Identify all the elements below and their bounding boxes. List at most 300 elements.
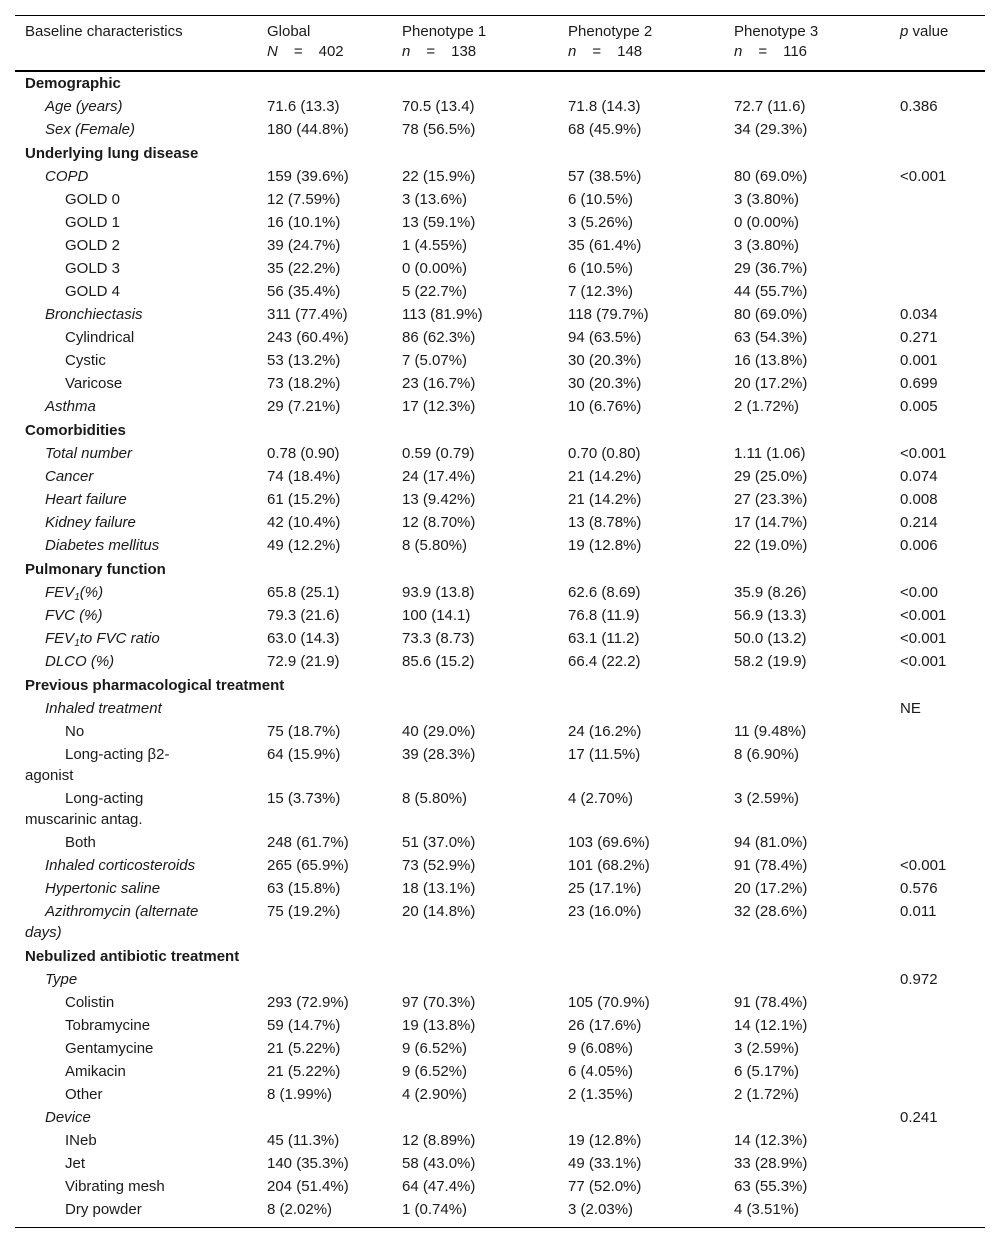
phenotype-1-cell: 73 (52.9%) — [402, 857, 476, 874]
phenotype-1-cell: 24 (17.4%) — [402, 468, 476, 485]
table-row — [15, 1107, 985, 1130]
table-row — [15, 396, 985, 419]
phenotype-2-cell: 13 (8.78%) — [568, 514, 642, 531]
phenotype-3-cell: 32 (28.6%) — [734, 903, 808, 920]
phenotype-3-cell: 17 (14.7%) — [734, 514, 808, 531]
section-underlying-lung-disease: Underlying lung disease — [25, 145, 199, 162]
phenotype-1-cell: 3 (13.6%) — [402, 191, 468, 208]
phenotype-2-cell: 23 (16.0%) — [568, 903, 642, 920]
label-cell: Dry powder — [65, 1201, 142, 1218]
global-cell: 75 (19.2%) — [267, 903, 341, 920]
table-row — [15, 628, 985, 651]
header-p-value: p value — [890, 16, 985, 72]
table-row — [15, 744, 985, 788]
label-cell: Cylindrical — [65, 329, 135, 346]
label-cell: Total number — [45, 445, 132, 462]
phenotype-1-cell: 78 (56.5%) — [402, 121, 476, 138]
p-value-cell: 0.241 — [900, 1109, 938, 1126]
phenotype-3-cell: 6 (5.17%) — [734, 1063, 800, 1080]
p-value-cell — [890, 788, 985, 832]
header-baseline: Baseline characteristics — [15, 16, 257, 72]
table-row — [15, 992, 985, 1015]
phenotype-3-cell: 80 (69.0%) — [734, 168, 808, 185]
p-value-cell: 0.214 — [900, 514, 938, 531]
p-value-cell — [890, 1176, 985, 1199]
phenotype-3-cell: 20 (17.2%) — [734, 880, 808, 897]
table-row — [15, 832, 985, 855]
header-global: Global N = 402 — [257, 16, 392, 72]
table-row — [15, 582, 985, 605]
label-cell: Both — [65, 834, 96, 851]
phenotype-3-cell: 4 (3.51%) — [734, 1201, 800, 1218]
phenotype-2-cell: 10 (6.76%) — [568, 398, 642, 415]
phenotype-1-cell: 13 (9.42%) — [402, 491, 476, 508]
global-cell: 42 (10.4%) — [267, 514, 341, 531]
p-value-cell — [890, 1199, 985, 1222]
phenotype-1-cell — [392, 1107, 558, 1130]
label-cell: GOLD 0 — [65, 191, 121, 208]
table-row — [15, 605, 985, 628]
phenotype-3-cell: 3 (3.80%) — [734, 191, 800, 208]
phenotype-2-cell: 26 (17.6%) — [568, 1017, 642, 1034]
label-cell: Hypertonic saline — [45, 880, 161, 897]
table-row — [15, 373, 985, 396]
label-cell: Inhaled treatment — [45, 700, 162, 717]
global-cell: 204 (51.4%) — [267, 1178, 349, 1195]
p-value-cell — [890, 235, 985, 258]
phenotype-3-cell — [724, 969, 890, 992]
global-cell: 49 (12.2%) — [267, 537, 341, 554]
phenotype-3-cell: 63 (55.3%) — [734, 1178, 808, 1195]
label-cell: Azithromycin (alternate days) — [25, 903, 199, 941]
phenotype-2-cell: 30 (20.3%) — [568, 352, 642, 369]
phenotype-1-cell: 93.9 (13.8) — [402, 584, 475, 601]
label-cell: FVC (%) — [45, 607, 103, 624]
table-row — [15, 327, 985, 350]
phenotype-2-cell: 62.6 (8.69) — [568, 584, 641, 601]
phenotype-2-cell: 68 (45.9%) — [568, 121, 642, 138]
global-cell — [257, 698, 392, 721]
phenotype-3-cell: 1.11 (1.06) — [734, 445, 806, 462]
phenotype-3-cell: 2 (1.72%) — [734, 398, 800, 415]
global-cell: 79.3 (21.6) — [267, 607, 340, 624]
phenotype-1-cell: 0.59 (0.79) — [402, 445, 475, 462]
table-row — [15, 304, 985, 327]
table-row — [15, 466, 985, 489]
global-cell: 248 (61.7%) — [267, 834, 349, 851]
global-cell: 12 (7.59%) — [267, 191, 341, 208]
phenotype-1-cell: 7 (5.07%) — [402, 352, 468, 369]
table-row — [15, 901, 985, 945]
label-cell: Kidney failure — [45, 514, 136, 531]
phenotype-1-cell: 64 (47.4%) — [402, 1178, 476, 1195]
phenotype-2-cell: 105 (70.9%) — [568, 994, 650, 1011]
phenotype-1-cell: 9 (6.52%) — [402, 1040, 468, 1057]
global-cell: 180 (44.8%) — [267, 121, 349, 138]
p-value-cell: 0.386 — [900, 98, 938, 115]
phenotype-1-cell: 22 (15.9%) — [402, 168, 476, 185]
section-demographic: Demographic — [25, 75, 121, 92]
table-row — [15, 1084, 985, 1107]
global-cell: 65.8 (25.1) — [267, 584, 340, 601]
global-cell: 74 (18.4%) — [267, 468, 341, 485]
phenotype-2-cell: 94 (63.5%) — [568, 329, 642, 346]
global-cell: 71.6 (13.3) — [267, 98, 340, 115]
phenotype-2-cell: 21 (14.2%) — [568, 468, 642, 485]
global-cell: 21 (5.22%) — [267, 1063, 341, 1080]
phenotype-3-cell: 29 (25.0%) — [734, 468, 808, 485]
baseline-characteristics-table — [15, 15, 985, 1222]
p-value-cell: 0.034 — [900, 306, 938, 323]
p-value-cell: 0.001 — [900, 352, 938, 369]
label-cell: Cystic — [65, 352, 106, 369]
global-cell: 39 (24.7%) — [267, 237, 341, 254]
label-cell: GOLD 2 — [65, 237, 121, 254]
table-row — [15, 969, 985, 992]
label-cell: Inhaled corticosteroids — [45, 857, 196, 874]
p-value-cell: 0.271 — [900, 329, 938, 346]
p-value-cell — [890, 119, 985, 142]
phenotype-2-cell: 2 (1.35%) — [568, 1086, 634, 1103]
table-row — [15, 855, 985, 878]
phenotype-2-cell: 30 (20.3%) — [568, 375, 642, 392]
p-value-cell: 0.008 — [900, 491, 938, 508]
p-value-cell: NE — [900, 700, 921, 717]
phenotype-2-cell: 118 (79.7%) — [568, 306, 649, 323]
label-cell: GOLD 1 — [65, 214, 121, 231]
phenotype-1-cell: 12 (8.89%) — [402, 1132, 476, 1149]
p-value-cell: 0.576 — [900, 880, 938, 897]
phenotype-2-cell: 103 (69.6%) — [568, 834, 650, 851]
table-row — [15, 119, 985, 142]
phenotype-1-cell: 0 (0.00%) — [402, 260, 468, 277]
phenotype-3-cell: 0 (0.00%) — [734, 214, 800, 231]
global-cell: 73 (18.2%) — [267, 375, 341, 392]
phenotype-2-cell: 6 (10.5%) — [568, 260, 634, 277]
label-cell: Vibrating mesh — [65, 1178, 165, 1195]
table-row — [15, 1199, 985, 1222]
header-phenotype-3: Phenotype 3 n = 116 — [724, 16, 890, 72]
p-value-cell — [890, 992, 985, 1015]
label-cell: Varicose — [65, 375, 123, 392]
phenotype-3-cell: 22 (19.0%) — [734, 537, 808, 554]
phenotype-2-cell: 3 (5.26%) — [568, 214, 634, 231]
global-cell — [257, 1107, 392, 1130]
p-value-cell: 0.005 — [900, 398, 938, 415]
phenotype-1-cell: 19 (13.8%) — [402, 1017, 476, 1034]
p-value-cell — [890, 1061, 985, 1084]
phenotype-2-cell — [558, 969, 724, 992]
p-value-cell: 0.699 — [900, 375, 938, 392]
phenotype-2-cell: 25 (17.1%) — [568, 880, 642, 897]
label-cell: Colistin — [65, 994, 115, 1011]
phenotype-1-cell: 12 (8.70%) — [402, 514, 476, 531]
section-comorbidities: Comorbidities — [25, 422, 126, 439]
global-cell: 293 (72.9%) — [267, 994, 349, 1011]
table-row — [15, 189, 985, 212]
phenotype-1-cell — [392, 969, 558, 992]
table-row — [15, 698, 985, 721]
table-row — [15, 1176, 985, 1199]
global-cell: 75 (18.7%) — [267, 723, 341, 740]
phenotype-1-cell: 20 (14.8%) — [402, 903, 476, 920]
label-cell: INeb — [65, 1132, 97, 1149]
table-row — [15, 96, 985, 119]
phenotype-1-cell: 5 (22.7%) — [402, 283, 468, 300]
global-cell: 72.9 (21.9) — [267, 653, 340, 670]
phenotype-3-cell: 94 (81.0%) — [734, 834, 808, 851]
phenotype-1-cell: 13 (59.1%) — [402, 214, 476, 231]
p-value-cell — [890, 744, 985, 788]
phenotype-2-cell: 35 (61.4%) — [568, 237, 642, 254]
table-row — [15, 651, 985, 674]
global-cell: 140 (35.3%) — [267, 1155, 349, 1172]
phenotype-2-cell: 17 (11.5%) — [568, 746, 641, 763]
phenotype-3-cell: 3 (3.80%) — [734, 237, 800, 254]
global-cell: 8 (1.99%) — [267, 1086, 333, 1103]
phenotype-3-cell: 3 (2.59%) — [734, 1040, 800, 1057]
global-cell: 45 (11.3%) — [267, 1132, 340, 1149]
table-row — [15, 212, 985, 235]
table-row — [15, 166, 985, 189]
phenotype-3-cell: 63 (54.3%) — [734, 329, 808, 346]
phenotype-3-cell: 50.0 (13.2) — [734, 630, 807, 647]
phenotype-2-cell: 19 (12.8%) — [568, 537, 642, 554]
phenotype-1-cell: 100 (14.1) — [402, 607, 471, 624]
phenotype-2-cell: 101 (68.2%) — [568, 857, 650, 874]
p-value-cell — [890, 1084, 985, 1107]
phenotype-3-cell: 29 (36.7%) — [734, 260, 808, 277]
phenotype-1-cell: 8 (5.80%) — [402, 790, 468, 807]
table-row — [15, 535, 985, 558]
phenotype-3-cell: 33 (28.9%) — [734, 1155, 808, 1172]
p-value-cell: <0.001 — [900, 168, 947, 185]
p-value-cell: <0.001 — [900, 607, 947, 624]
global-cell: 16 (10.1%) — [267, 214, 341, 231]
phenotype-3-cell: 27 (23.3%) — [734, 491, 808, 508]
global-cell: 15 (3.73%) — [267, 790, 341, 807]
global-cell: 63.0 (14.3) — [267, 630, 340, 647]
global-cell: 8 (2.02%) — [267, 1201, 333, 1218]
phenotype-2-cell: 49 (33.1%) — [568, 1155, 642, 1172]
phenotype-2-cell: 66.4 (22.2) — [568, 653, 641, 670]
phenotype-2-cell: 0.70 (0.80) — [568, 445, 641, 462]
phenotype-3-cell: 58.2 (19.9) — [734, 653, 807, 670]
label-cell: GOLD 3 — [65, 260, 121, 277]
header-phenotype-1: Phenotype 1 n = 138 — [392, 16, 558, 72]
label-cell: Diabetes mellitus — [45, 537, 160, 554]
label-cell: DLCO (%) — [45, 653, 115, 670]
phenotype-1-cell: 40 (29.0%) — [402, 723, 476, 740]
header-phenotype-2: Phenotype 2 n = 148 — [558, 16, 724, 72]
label-cell: Jet — [65, 1155, 86, 1172]
phenotype-1-cell: 85.6 (15.2) — [402, 653, 475, 670]
phenotype-3-cell: 91 (78.4%) — [734, 857, 808, 874]
table-row — [15, 1130, 985, 1153]
table-row — [15, 1153, 985, 1176]
phenotype-3-cell: 56.9 (13.3) — [734, 607, 807, 624]
global-cell: 53 (13.2%) — [267, 352, 341, 369]
phenotype-2-cell: 77 (52.0%) — [568, 1178, 642, 1195]
phenotype-2-cell: 9 (6.08%) — [568, 1040, 634, 1057]
table-row — [15, 489, 985, 512]
p-value-cell: 0.972 — [900, 971, 938, 988]
table-row — [15, 281, 985, 304]
phenotype-1-cell: 1 (0.74%) — [402, 1201, 468, 1218]
label-cell: Bronchiectasis — [45, 306, 143, 323]
global-cell: 21 (5.22%) — [267, 1040, 341, 1057]
label-cell: Device — [45, 1109, 91, 1126]
phenotype-1-cell — [392, 698, 558, 721]
label-cell: Gentamycine — [65, 1040, 154, 1057]
table-row — [15, 512, 985, 535]
p-value-cell — [890, 258, 985, 281]
phenotype-1-cell: 4 (2.90%) — [402, 1086, 468, 1103]
global-cell: 265 (65.9%) — [267, 857, 349, 874]
p-value-cell — [890, 189, 985, 212]
phenotype-1-cell: 113 (81.9%) — [402, 306, 483, 323]
phenotype-2-cell: 3 (2.03%) — [568, 1201, 634, 1218]
table-row — [15, 1015, 985, 1038]
label-cell: $FEV_1to$ FVC ratio — [45, 630, 160, 649]
table-row — [15, 443, 985, 466]
phenotype-3-cell: 72.7 (11.6) — [734, 98, 806, 115]
p-value-cell: <0.001 — [900, 630, 947, 647]
label-cell: $FEV_1(\%)$ — [45, 584, 104, 603]
global-cell: 29 (7.21%) — [267, 398, 341, 415]
phenotype-3-cell: 35.9 (8.26) — [734, 584, 807, 601]
label-cell: No — [65, 723, 85, 740]
p-value-cell — [890, 1130, 985, 1153]
phenotype-1-cell: 39 (28.3%) — [402, 746, 476, 763]
phenotype-1-cell: 70.5 (13.4) — [402, 98, 475, 115]
section-previous-treatment: Previous pharmacological treatment — [25, 677, 285, 694]
p-value-cell — [890, 1015, 985, 1038]
phenotype-3-cell — [724, 1107, 890, 1130]
phenotype-2-cell: 6 (10.5%) — [568, 191, 634, 208]
phenotype-2-cell: 7 (12.3%) — [568, 283, 634, 300]
p-value-cell: <0.001 — [900, 445, 947, 462]
phenotype-2-cell: 19 (12.8%) — [568, 1132, 642, 1149]
phenotype-1-cell: 97 (70.3%) — [402, 994, 476, 1011]
phenotype-3-cell: 3 (2.59%) — [734, 790, 800, 807]
phenotype-2-cell — [558, 698, 724, 721]
global-cell: 0.78 (0.90) — [267, 445, 340, 462]
label-cell: Age (years) — [45, 98, 123, 115]
table-row — [15, 235, 985, 258]
p-value-cell: <0.001 — [900, 653, 947, 670]
table-row — [15, 258, 985, 281]
table-row — [15, 350, 985, 373]
global-cell: 59 (14.7%) — [267, 1017, 341, 1034]
section-nebulized-antibiotic: Nebulized antibiotic treatment — [25, 948, 240, 965]
global-cell: 159 (39.6%) — [267, 168, 349, 185]
p-value-cell — [890, 721, 985, 744]
phenotype-2-cell: 24 (16.2%) — [568, 723, 642, 740]
phenotype-3-cell — [724, 698, 890, 721]
phenotype-1-cell: 18 (13.1%) — [402, 880, 476, 897]
phenotype-3-cell: 2 (1.72%) — [734, 1086, 800, 1103]
label-cell: Type — [45, 971, 78, 988]
global-cell: 243 (60.4%) — [267, 329, 349, 346]
p-value-cell: 0.006 — [900, 537, 938, 554]
phenotype-2-cell: 57 (38.5%) — [568, 168, 642, 185]
p-value-cell: 0.074 — [900, 468, 938, 485]
phenotype-1-cell: 58 (43.0%) — [402, 1155, 476, 1172]
label-cell: Long-acting muscarinic antag. — [25, 790, 144, 828]
phenotype-2-cell: 63.1 (11.2) — [568, 630, 640, 647]
phenotype-2-cell — [558, 1107, 724, 1130]
phenotype-2-cell: 21 (14.2%) — [568, 491, 642, 508]
p-value-cell — [890, 212, 985, 235]
table-row — [15, 1038, 985, 1061]
global-cell: 61 (15.2%) — [267, 491, 341, 508]
global-cell — [257, 969, 392, 992]
phenotype-3-cell: 14 (12.1%) — [734, 1017, 808, 1034]
label-cell: COPD — [45, 168, 89, 185]
label-cell: Cancer — [45, 468, 94, 485]
phenotype-2-cell: 6 (4.05%) — [568, 1063, 634, 1080]
table-bottom-rule — [15, 1227, 985, 1228]
phenotype-1-cell: 51 (37.0%) — [402, 834, 476, 851]
phenotype-2-cell: 76.8 (11.9) — [568, 607, 640, 624]
p-value-cell: 0.011 — [900, 903, 937, 920]
table-row — [15, 721, 985, 744]
phenotype-3-cell: 14 (12.3%) — [734, 1132, 808, 1149]
label-cell: Sex (Female) — [45, 121, 136, 138]
global-cell: 56 (35.4%) — [267, 283, 341, 300]
phenotype-3-cell: 91 (78.4%) — [734, 994, 808, 1011]
phenotype-3-cell: 44 (55.7%) — [734, 283, 808, 300]
p-value-cell — [890, 1153, 985, 1176]
p-value-cell — [890, 281, 985, 304]
global-cell: 64 (15.9%) — [267, 746, 341, 763]
phenotype-3-cell: 11 (9.48%) — [734, 723, 807, 740]
phenotype-1-cell: 9 (6.52%) — [402, 1063, 468, 1080]
phenotype-2-cell: 4 (2.70%) — [568, 790, 634, 807]
table-row — [15, 878, 985, 901]
phenotype-3-cell: 34 (29.3%) — [734, 121, 808, 138]
phenotype-3-cell: 80 (69.0%) — [734, 306, 808, 323]
table-row — [15, 1061, 985, 1084]
global-cell: 311 (77.4%) — [267, 306, 348, 323]
global-cell: 63 (15.8%) — [267, 880, 341, 897]
label-cell: Other — [65, 1086, 103, 1103]
table-row — [15, 788, 985, 832]
p-value-cell: <0.00 — [900, 584, 938, 601]
label-cell: Asthma — [45, 398, 96, 415]
phenotype-1-cell: 23 (16.7%) — [402, 375, 476, 392]
p-value-cell — [890, 1038, 985, 1061]
phenotype-1-cell: 86 (62.3%) — [402, 329, 476, 346]
label-cell: GOLD 4 — [65, 283, 121, 300]
label-cell: Long-acting β2- agonist — [25, 746, 170, 784]
label-cell: Amikacin — [65, 1063, 126, 1080]
phenotype-1-cell: 73.3 (8.73) — [402, 630, 475, 647]
p-value-cell — [890, 832, 985, 855]
phenotype-3-cell: 20 (17.2%) — [734, 375, 808, 392]
header-row — [15, 16, 985, 72]
label-cell: Tobramycine — [65, 1017, 151, 1034]
phenotype-1-cell: 17 (12.3%) — [402, 398, 476, 415]
phenotype-2-cell: 71.8 (14.3) — [568, 98, 641, 115]
global-cell: 35 (22.2%) — [267, 260, 341, 277]
p-value-cell: <0.001 — [900, 857, 947, 874]
phenotype-3-cell: 16 (13.8%) — [734, 352, 808, 369]
section-pulmonary-function: Pulmonary function — [25, 561, 166, 578]
label-cell: Heart failure — [45, 491, 127, 508]
phenotype-3-cell: 8 (6.90%) — [734, 746, 800, 763]
